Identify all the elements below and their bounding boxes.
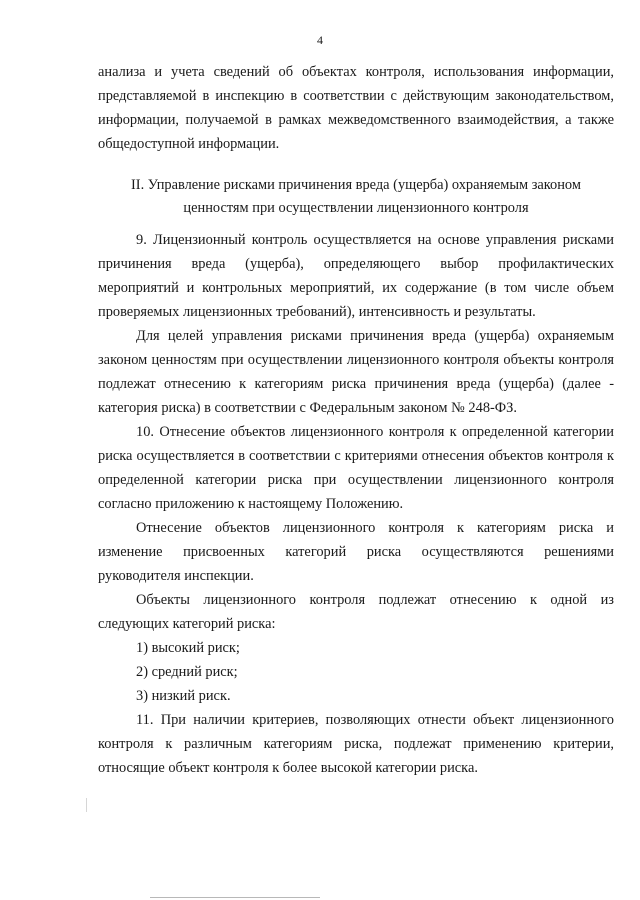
page-number: 4 [317, 33, 323, 47]
page-bottom-rule [150, 897, 320, 898]
section-body [98, 228, 614, 780]
paragraph-11: 11. При наличии критериев, позволяющих отнести объект лицензионного контроля к различным категориям риска, подлежат применению критерии, относящие объект контроля к более высокой категории риска. [98, 712, 614, 776]
paragraph-10: 10. Отнесение объектов лицензионного контроля к определенной категории риска осуществляется в соответствии с критериями отнесения объектов контроля к определенной категории риска при осуществлении лицензионного контроля согласно приложению к настоящему Положению. [98, 424, 614, 512]
list-item-low-risk: 3) низкий риск. [136, 688, 231, 704]
intro-paragraph: анализа и учета сведений об объектах контроля, использования информации, представляемой в инспекцию в соответствии с действующим законодательством, информации, получаемой в рамках межведомственного взаимодействия, а также общедоступной информации. [98, 64, 614, 152]
scan-margin-mark [86, 798, 87, 812]
list-item-medium-risk: 2) средний риск; [136, 664, 238, 680]
list-item-high-risk: 1) высокий риск; [136, 640, 240, 656]
intro-block [98, 60, 614, 156]
section-heading: II. Управление рисками причинения вреда (ущерба) охраняемым законом ценностям при осуществлении лицензионного контроля [131, 177, 581, 216]
paragraph-9: 9. Лицензионный контроль осуществляется на основе управления рисками причинения вреда (ущерба), определяющего выбор профилактических мероприятий и контрольных мероприятий, их содержание (в том числе объем проверяемых лицензионных требований), интенсивность и результаты. [98, 232, 614, 320]
paragraph-risk-purpose: Для целей управления рисками причинения вреда (ущерба) охраняемым законом ценностям при осуществлении лицензионного контроля объекты контроля подлежат отнесению к категориям риска причинения вреда (ущерба) (далее - категория риска) в соответствии с Федеральным законом № 248-ФЗ. [98, 328, 614, 416]
section-heading-block [98, 174, 614, 220]
paragraph-category-assignment: Отнесение объектов лицензионного контроля к категориям риска и изменение присвоенных категорий риска осуществляются решениями руководителя инспекции. [98, 520, 614, 584]
paragraph-category-list-intro: Объекты лицензионного контроля подлежат отнесению к одной из следующих категорий риска: [98, 592, 614, 632]
